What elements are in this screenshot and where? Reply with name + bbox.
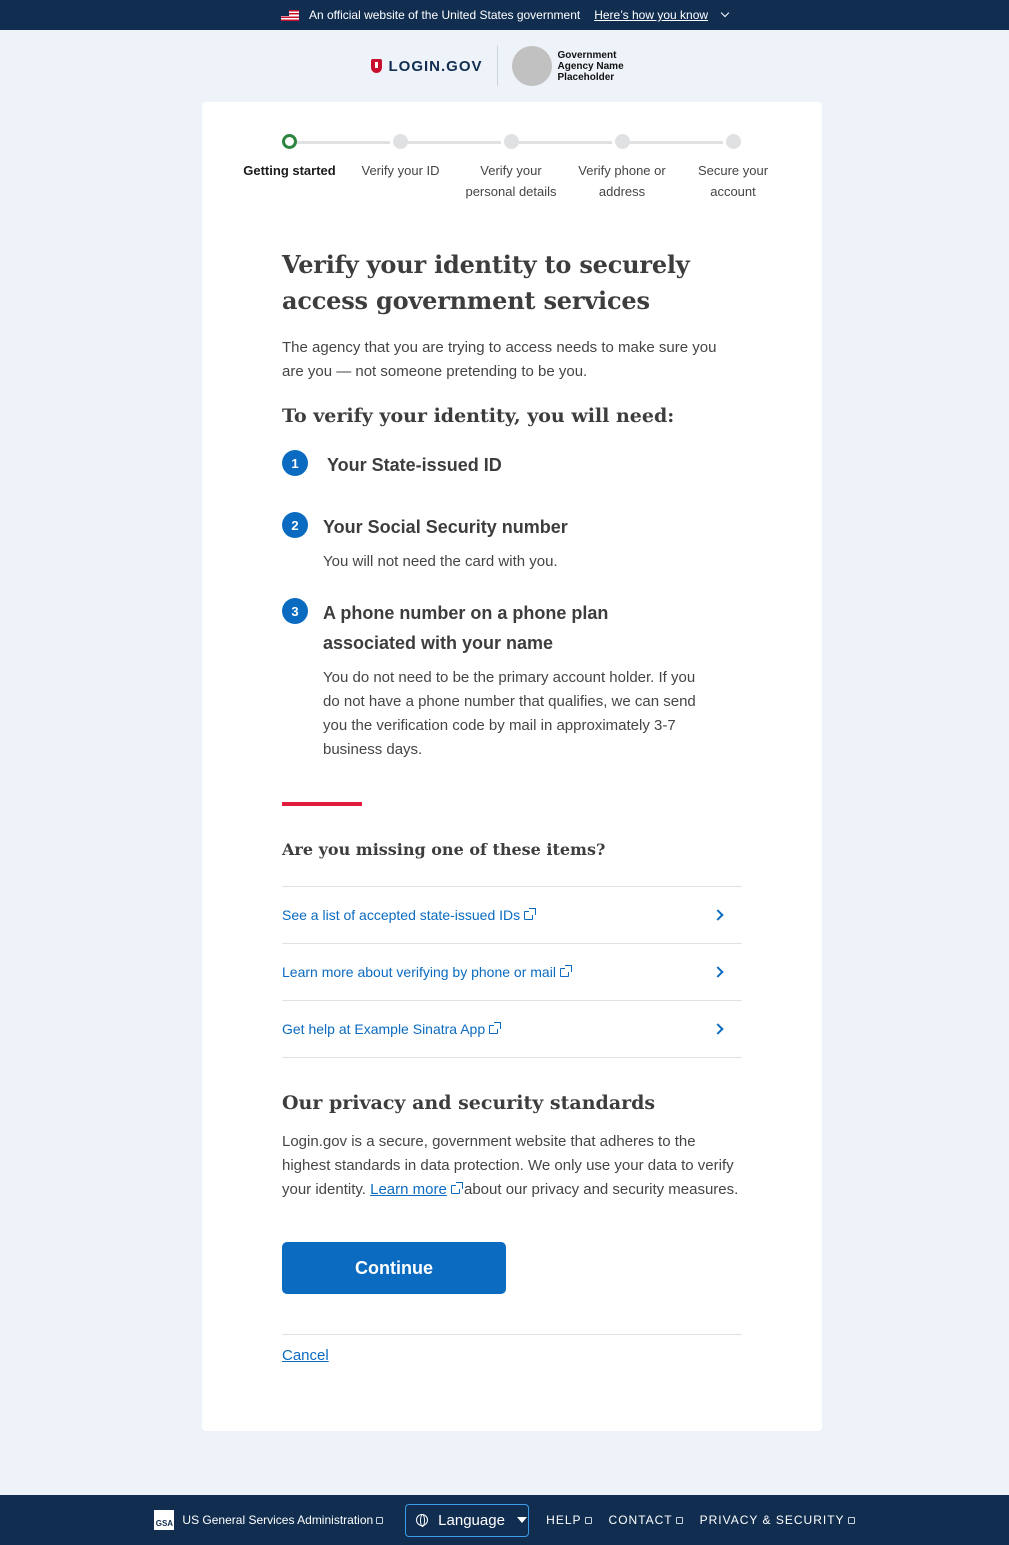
help-label[interactable]: HELP — [546, 1513, 582, 1527]
language-label: Language — [438, 1511, 505, 1529]
privacy-heading-block — [282, 1092, 742, 1114]
requirement-description: You do not need to be the primary account holder. If you do not have a phone number that qualifies, we can send you the verification code by mail in approximately 3-7 business days. — [323, 669, 696, 758]
lead-block — [282, 336, 742, 384]
step-number-badge: 2 — [282, 512, 308, 538]
link-get-help[interactable] — [282, 1001, 742, 1058]
missing-heading-block — [282, 840, 742, 859]
missing-items-heading: Are you missing one of these items? — [282, 840, 606, 859]
gsa-link[interactable] — [182, 1513, 383, 1527]
step-secure-account — [678, 134, 789, 202]
step-label: Secure your account — [697, 163, 769, 199]
privacy-text-part: Login.gov is a secure, government website that adheres to the highest standards in data protection. We only use your data to verify your identity. — [282, 1133, 734, 1198]
external-link-icon — [676, 1517, 683, 1524]
step-dot — [615, 134, 630, 149]
contact-label[interactable]: CONTACT — [608, 1513, 673, 1527]
step-number-badge: 3 — [282, 598, 308, 624]
us-flag-icon — [281, 10, 299, 21]
page-title: Verify your identity to securely access government services — [282, 250, 690, 315]
privacy-heading: Our privacy and security standards — [282, 1092, 656, 1114]
step-dot — [726, 134, 741, 149]
step-current-dot — [282, 134, 297, 149]
footer-contact-link[interactable] — [609, 1513, 683, 1527]
step-label: Verify phone or address — [578, 163, 666, 199]
caret-down-icon — [517, 1517, 527, 1523]
gov-banner — [0, 0, 1009, 30]
chevron-right-icon — [712, 966, 723, 977]
step-verify-id — [345, 134, 456, 181]
site-header — [0, 44, 1009, 88]
step-dot — [504, 134, 519, 149]
link-accepted-ids[interactable] — [282, 887, 742, 944]
globe-icon — [416, 1514, 428, 1526]
step-dot — [393, 134, 408, 149]
external-link-icon — [560, 968, 569, 977]
need-heading: To verify your identity, you will need: — [282, 405, 675, 427]
lead-text: The agency that you are trying to access needs to make sure you are you — not someone pretending to be you. — [282, 339, 717, 380]
logo-text: LOGIN.GOV — [388, 57, 483, 75]
step-label: Verify your personal details — [465, 163, 557, 199]
cancel-link[interactable]: Cancel — [282, 1347, 329, 1364]
link-verify-phone-mail[interactable] — [282, 944, 742, 1001]
step-label: Getting started — [243, 163, 336, 178]
step-personal-details — [456, 134, 567, 202]
accent-bar — [282, 802, 362, 806]
step-phone-address — [567, 134, 678, 202]
need-heading-block — [282, 405, 742, 427]
requirements-list — [282, 450, 742, 770]
external-link-icon — [376, 1517, 383, 1524]
language-button[interactable] — [405, 1504, 529, 1537]
requirement-description: You will not need the card with you. — [323, 553, 558, 570]
help-links-list — [282, 886, 742, 1058]
divider — [282, 1334, 742, 1335]
gsa-link-label[interactable]: US General Services Administration — [182, 1513, 374, 1527]
external-link-icon — [585, 1517, 592, 1524]
shield-icon — [371, 59, 382, 73]
requirement-title: Your Social Security number — [323, 517, 568, 537]
external-link-icon — [489, 1025, 498, 1034]
link-label[interactable]: Get help at Example Sinatra App — [282, 1021, 486, 1037]
gsa-logo: GSA — [154, 1510, 174, 1530]
link-label[interactable]: See a list of accepted state-issued IDs — [282, 907, 521, 923]
external-link-icon — [848, 1517, 855, 1524]
link-label[interactable]: Learn more about verifying by phone or mail — [282, 964, 556, 980]
privacy-text — [282, 1130, 742, 1202]
footer-help-link[interactable] — [546, 1513, 591, 1527]
chevron-down-icon[interactable] — [721, 9, 729, 17]
login-gov-logo[interactable] — [371, 46, 497, 86]
learn-more-link[interactable]: Learn more — [370, 1181, 447, 1198]
main-card — [202, 102, 822, 1431]
chevron-right-icon — [712, 1023, 723, 1034]
step-number-badge: 1 — [282, 450, 308, 476]
agency-avatar — [512, 46, 552, 86]
chevron-right-icon — [712, 909, 723, 920]
privacy-text-part: about our privacy and security measures. — [464, 1181, 739, 1198]
heres-how-you-know-link[interactable]: Here’s how you know — [594, 8, 709, 22]
site-footer — [0, 1495, 1009, 1545]
privacy-label[interactable]: PRIVACY & SECURITY — [699, 1513, 845, 1527]
requirement-title: Your State-issued ID — [327, 455, 502, 475]
privacy-text-block — [282, 1130, 742, 1202]
page-title-block — [282, 247, 742, 319]
footer-privacy-link[interactable] — [700, 1513, 855, 1527]
continue-button[interactable]: Continue — [282, 1242, 506, 1294]
external-link-icon — [524, 911, 533, 920]
requirement-title: A phone number on a phone plan associated with your name — [323, 603, 609, 653]
step-label: Verify your ID — [361, 163, 440, 178]
agency-name: Government Agency Name Placeholder — [557, 49, 624, 83]
external-link-icon — [451, 1185, 460, 1194]
agency-logo — [498, 46, 638, 86]
step-getting-started — [234, 134, 345, 181]
banner-text: An official website of the United States government — [308, 8, 581, 22]
